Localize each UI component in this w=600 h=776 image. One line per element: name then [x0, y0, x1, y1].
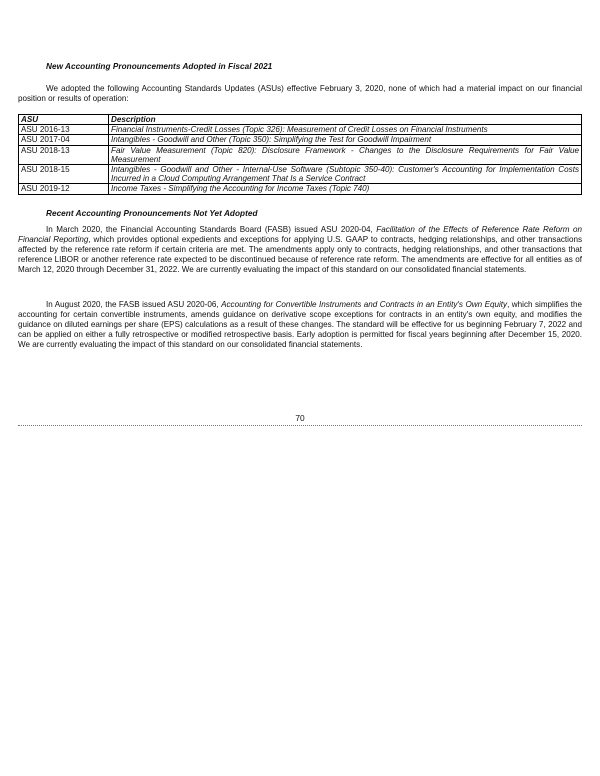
standard-title: Accounting for Convertible Instruments and Contracts in an Entity's Own Equity — [221, 300, 508, 309]
asu-2020-06-paragraph — [18, 300, 582, 350]
standard-title: Facilitation of the Effects of Reference Rate Reform on Financial Reporting — [18, 225, 582, 244]
asu-2020-04-paragraph — [18, 225, 582, 275]
asu-code-cell: ASU 2016-13 — [19, 125, 109, 135]
adopted-intro-paragraph: We adopted the following Accounting Standards Updates (ASUs) effective February 3, 2020, none of which had a material impact on our financial position or results of operation: — [18, 84, 582, 103]
column-header-description: Description — [109, 115, 582, 125]
asu-code-cell: ASU 2018-13 — [19, 145, 109, 164]
asu-table — [18, 114, 582, 195]
page-break-divider — [18, 425, 582, 426]
asu-description-cell: Financial Instruments-Credit Losses (Topic 326): Measurement of Credit Losses on Financial Instruments — [109, 125, 582, 135]
table-row — [19, 184, 582, 194]
column-header-asu: ASU — [19, 115, 109, 125]
paragraph-text: In March 2020, the Financial Accounting Standards Board (FASB) issued ASU 2020-04, — [46, 225, 377, 234]
asu-description-cell: Income Taxes - Simplifying the Accounting for Income Taxes (Topic 740) — [109, 184, 582, 194]
table-row — [19, 125, 582, 135]
table-row — [19, 165, 582, 184]
section-heading-adopted: New Accounting Pronouncements Adopted in Fiscal 2021 — [46, 62, 273, 71]
table-row — [19, 145, 582, 164]
table-row — [19, 135, 582, 145]
asu-code-cell: ASU 2017-04 — [19, 135, 109, 145]
asu-description-cell: Intangibles - Goodwill and Other (Topic 350): Simplifying the Test for Goodwill Impairment — [109, 135, 582, 145]
table-header-row — [19, 115, 582, 125]
page-number: 70 — [295, 413, 305, 423]
section-heading-not-yet-adopted: Recent Accounting Pronouncements Not Yet Adopted — [46, 209, 258, 218]
asu-code-cell: ASU 2018-15 — [19, 165, 109, 184]
paragraph-text: , which provides optional expedients and exceptions for applying U.S. GAAP to contracts, hedging relationships, and other transactions affected by the reference rate reform if certain criteria are met. The amendments apply only to contracts, hedging relationships, and other transactions that reference LIBOR or another reference rate expected to be discontinued because of reference rate reform. The amendments are effective for all entities as of March 12, 2020 through December 31, 2022. We are currently evaluating the impact of this standard on our consolidated financial statements. — [18, 234, 582, 274]
asu-description-cell: Fair Value Measurement (Topic 820): Disclosure Framework - Changes to the Disclosure Requirements for Fair Value Measurement — [109, 145, 582, 164]
paragraph-text: In August 2020, the FASB issued ASU 2020-06, — [46, 300, 222, 309]
paragraph-text: , which simplifies the accounting for certain convertible instruments, amends guidance on derivative scope exceptions for contracts in an entity's own equity, and modifies the guidance on diluted earnings per share (EPS) calculations as a result of these changes. The standard will be effective for us beginning February 7, 2022 and can be applied on either a fully retrospective or modified retrospective basis. Early adoption is permitted for fiscal years beginning after December 15, 2020. We are currently evaluating the impact of this standard on our consolidated financial statements. — [18, 300, 582, 349]
asu-description-cell: Intangibles - Goodwill and Other - Internal-Use Software (Subtopic 350-40): Customer's Accounting for Implementation Costs Incurred in a Cloud Computing Arrangement That Is a Service Contract — [109, 165, 582, 184]
asu-code-cell: ASU 2019-12 — [19, 184, 109, 194]
